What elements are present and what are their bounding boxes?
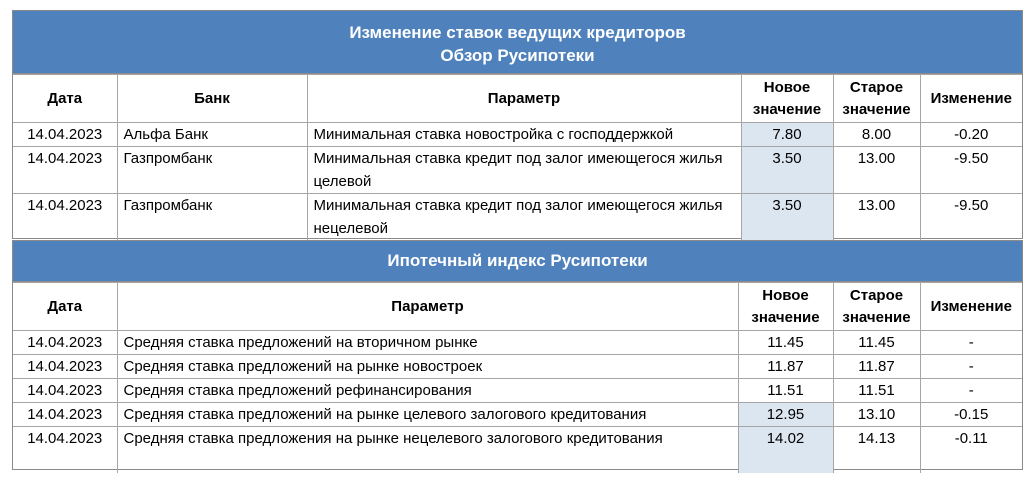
mortgage-index-banner <box>13 241 1022 282</box>
cell-date: 14.04.2023 <box>13 147 117 194</box>
lenders-rates-table <box>13 74 1022 240</box>
col-header-param: Параметр <box>307 75 741 123</box>
lenders-rates-title: Изменение ставок ведущих кредиторов <box>349 23 686 42</box>
cell-change: - <box>920 331 1022 355</box>
mortgage-index-table <box>13 282 1022 473</box>
lenders-rates-subtitle: Обзор Русипотеки <box>440 46 595 65</box>
cell-date: 14.04.2023 <box>13 194 117 241</box>
cell-change: -0.11 <box>920 427 1022 473</box>
cell-change: -9.50 <box>920 147 1022 194</box>
lenders-rates-banner <box>13 11 1022 74</box>
mortgage-index-title: Ипотечный индекс Русипотеки <box>387 251 648 270</box>
cell-bank: Газпромбанк <box>117 147 307 194</box>
col-header-date: Дата <box>13 75 117 123</box>
cell-param: Минимальная ставка кредит под залог имеющегося жилья нецелевой <box>307 194 741 241</box>
table-row <box>13 355 1022 379</box>
cell-param: Минимальная ставка кредит под залог имеющегося жилья целевой <box>307 147 741 194</box>
cell-new: 11.87 <box>738 355 833 379</box>
cell-change: -9.50 <box>920 194 1022 241</box>
cell-old: 11.51 <box>833 379 920 403</box>
table-header-row <box>13 283 1022 331</box>
table-row <box>13 427 1022 473</box>
table-row <box>13 147 1022 194</box>
cell-param: Средняя ставка предложений на рынке новостроек <box>117 355 738 379</box>
cell-date: 14.04.2023 <box>13 123 117 147</box>
cell-date: 14.04.2023 <box>13 427 117 473</box>
cell-change: -0.15 <box>920 403 1022 427</box>
cell-old: 11.45 <box>833 331 920 355</box>
cell-new: 11.51 <box>738 379 833 403</box>
table-header-row <box>13 75 1022 123</box>
cell-param: Средняя ставка предложений рефинансирования <box>117 379 738 403</box>
col-header-param: Параметр <box>117 283 738 331</box>
cell-old: 11.87 <box>833 355 920 379</box>
cell-old: 13.10 <box>833 403 920 427</box>
table-row <box>13 194 1022 241</box>
cell-new: 3.50 <box>741 147 833 194</box>
cell-old: 13.00 <box>833 194 920 241</box>
col-header-new: Новое значение <box>741 75 833 123</box>
cell-bank: Альфа Банк <box>117 123 307 147</box>
cell-param: Средняя ставка предложения на рынке нецелевого залогового кредитования <box>117 427 738 473</box>
table-row <box>13 403 1022 427</box>
cell-date: 14.04.2023 <box>13 331 117 355</box>
cell-new: 11.45 <box>738 331 833 355</box>
col-header-change: Изменение <box>920 75 1022 123</box>
mortgage-index-section <box>12 240 1023 470</box>
cell-new: 3.50 <box>741 194 833 241</box>
cell-param: Минимальная ставка новостройка с господдержкой <box>307 123 741 147</box>
cell-new: 14.02 <box>738 427 833 473</box>
cell-date: 14.04.2023 <box>13 403 117 427</box>
cell-old: 8.00 <box>833 123 920 147</box>
cell-date: 14.04.2023 <box>13 355 117 379</box>
col-header-bank: Банк <box>117 75 307 123</box>
col-header-old: Старое значение <box>833 75 920 123</box>
cell-param: Средняя ставка предложений на вторичном рынке <box>117 331 738 355</box>
table-row <box>13 379 1022 403</box>
cell-new: 12.95 <box>738 403 833 427</box>
cell-bank: Газпромбанк <box>117 194 307 241</box>
cell-change: -0.20 <box>920 123 1022 147</box>
cell-param: Средняя ставка предложений на рынке целевого залогового кредитования <box>117 403 738 427</box>
table-row <box>13 123 1022 147</box>
col-header-old: Старое значение <box>833 283 920 331</box>
cell-old: 14.13 <box>833 427 920 473</box>
col-header-new: Новое значение <box>738 283 833 331</box>
col-header-date: Дата <box>13 283 117 331</box>
cell-change: - <box>920 379 1022 403</box>
cell-date: 14.04.2023 <box>13 379 117 403</box>
lenders-rates-section <box>12 10 1023 239</box>
cell-change: - <box>920 355 1022 379</box>
cell-new: 7.80 <box>741 123 833 147</box>
col-header-change: Изменение <box>920 283 1022 331</box>
table-row <box>13 331 1022 355</box>
cell-old: 13.00 <box>833 147 920 194</box>
